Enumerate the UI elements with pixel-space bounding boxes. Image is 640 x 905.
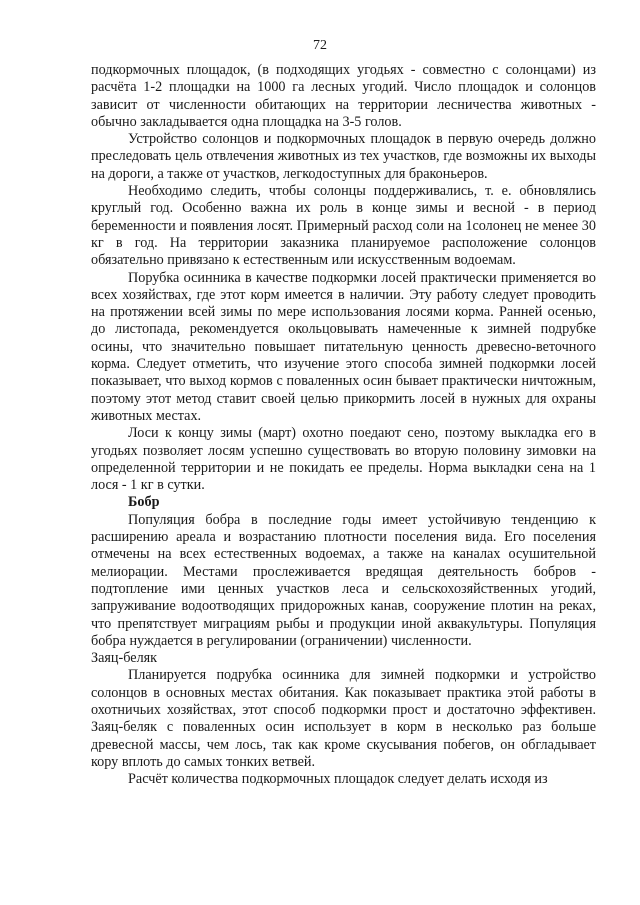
- paragraph-hare-feeding: Планируется подрубка осинника для зимней подкормки и устройство солонцов в основных местах обитания. Как показывает практика этой работы в охотничьих хозяйствах, этот способ подкормки прост и достаточно эффективен. Заяц-беляк с поваленных осин использует в корм в несколько раз больше древесной массы, чем лось, так как кроме скусывания побегов, он обгладывает кору вплоть до самых тонких ветвей.: [91, 667, 596, 770]
- section-heading-beaver: Бобр: [128, 494, 160, 511]
- paragraph-feeding-sites-calculation: Расчёт количества подкормочных площадок следует делать исходя из: [128, 771, 548, 788]
- paragraph-hay-feeding: Лоси к концу зимы (март) охотно поедают сено, поэтому выкладка его в угодьях позволяет лосям успешно существовать во вторую половину зимовки на определенной территории и не покидать ее пределы. Норма выкладки сена на 1 лося - 1 кг в сутки.: [91, 425, 596, 494]
- page-number: 72: [313, 38, 327, 53]
- paragraph-salt-licks-purpose: Устройство солонцов и подкормочных площадок в первую очередь должно преследовать цель отвлечения животных из тех участков, где возможны их выходы на дороги, а также от участков, легкодоступных для браконьеров.: [91, 131, 596, 182]
- paragraph-feeding-sites-continued: подкормочных площадок, (в подходящих угодьях - совместно с солонцами) из расчёта 1-2 площадки на 1000 га лесных угодий. Число площадок и солонцов зависит от численности обитающих на территории лесничества животных - обычно закладывается одна площадка на 3-5 голов.: [91, 62, 596, 130]
- page-body: [91, 62, 596, 788]
- paragraph-salt-licks-maintenance: Необходимо следить, чтобы солонцы поддерживались, т. е. обновлялись круглый год. Особенно важна их роль в конце зимы и весной - в период беременности и появления лосят. Примерный расход соли на 1солонец не менее 30 кг в год. На территории заказника планируемое расположение солонцов обязательно привязано к естественным или искусственным водоемам.: [91, 183, 596, 269]
- paragraph-beaver-population: Популяция бобра в последние годы имеет устойчивую тенденцию к расширению ареала и возрастанию плотности поселения вида. Его поселения отмечены на всех естественных водоемах, а также на каналах осушительной мелиорации. Местами прослеживается вредящая деятельность бобров - подтопление ими ценных участков леса и сельскохозяйственных угодий, запруживание водоотводящих придорожных канав, сооружение плотин на реках, что препятствует миграциям рыбы и продукции иной аквакультуры. Популяция бобра нуждается в регулировании (ограничении) численности.: [91, 511, 596, 649]
- paragraph-aspen-felling: Порубка осинника в качестве подкормки лосей практически применяется во всех хозяйствах, где этот корм имеется в наличии. Эту работу следует проводить на протяжении всей зимы по мере использования лосями корма. Ранней осенью, до листопада, рекомендуется окольцовывать намеченные к зимней подрубке осины, что значительно повышает питательную ценность древесно-веточного корма. Следует отметить, что изучение этого способа зимней подкормки лосей показывает, что выход кормов с поваленных осин бывает практически ничтожным, поэтому этот метод ставит своей целью прикормить лосей в нужных для охраны животных местах.: [91, 269, 596, 424]
- section-heading-hare: Заяц-беляк: [91, 650, 158, 667]
